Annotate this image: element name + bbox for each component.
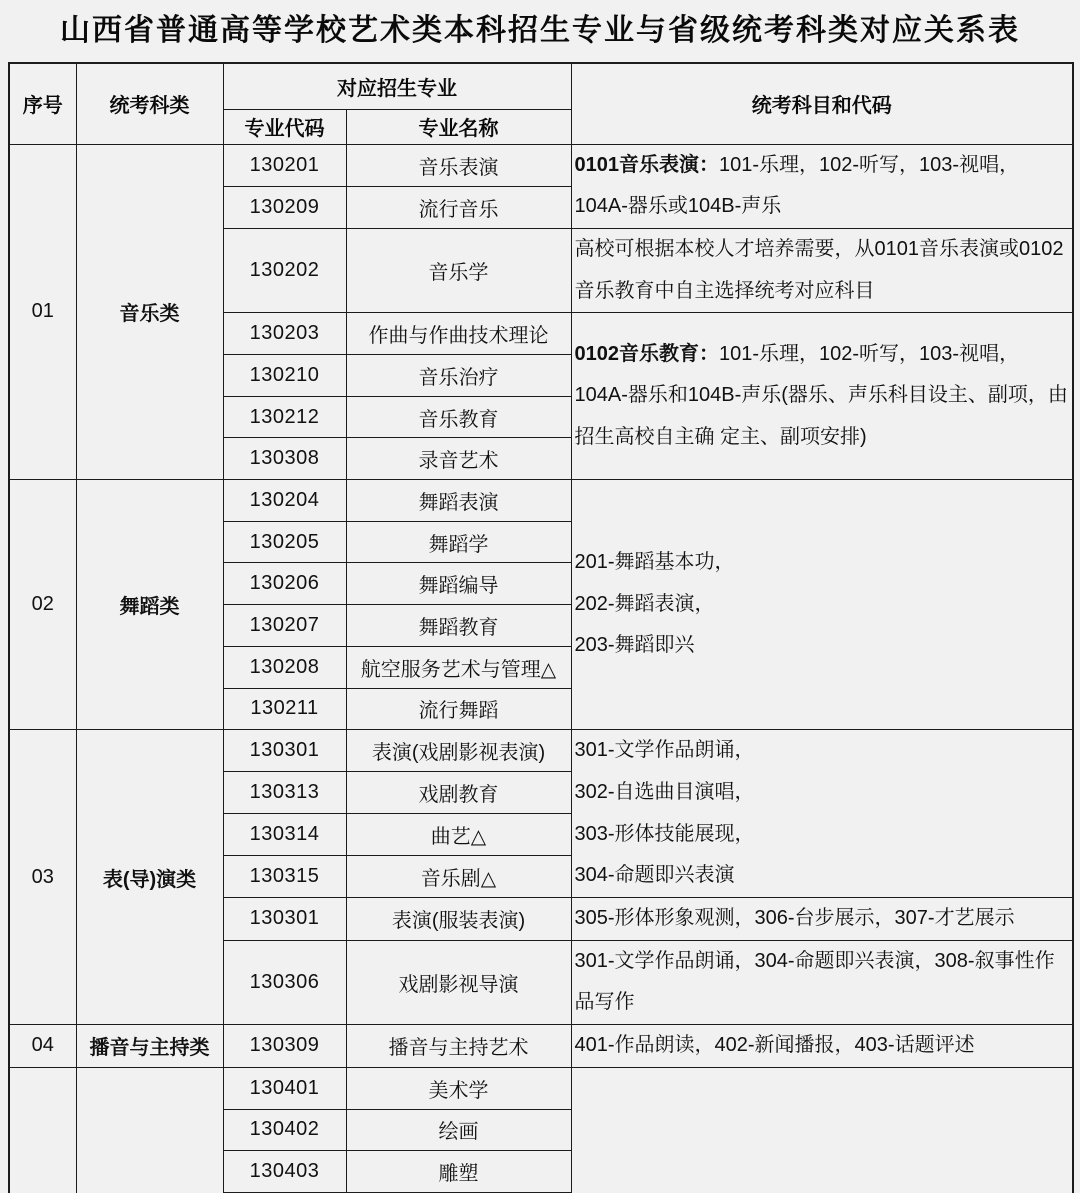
- table-header: [9, 63, 1073, 144]
- major-name-cell: 音乐学: [346, 228, 571, 312]
- category-cell: 舞蹈类: [76, 480, 223, 730]
- major-name-cell: 流行舞蹈: [346, 688, 571, 730]
- major-code-cell: 130309: [223, 1025, 346, 1068]
- serial-cell: 04: [9, 1025, 76, 1068]
- serial-cell: 02: [9, 480, 76, 730]
- major-name-cell: 音乐治疗: [346, 355, 571, 397]
- subjects-cell: [571, 1067, 1073, 1193]
- major-name-cell: 航空服务艺术与管理△: [346, 646, 571, 688]
- subjects-text: 101-乐理，102-听写，103-视唱，104A-器乐或104B-声乐: [574, 153, 1020, 218]
- subjects-text: 101-乐理，102-听写，103-视唱，104A-器乐和104B-声乐(器乐、声乐科目设主、副项，由招生高校自主确 定主、副项安排): [574, 342, 1068, 449]
- major-name-cell: 戏剧影视导演: [346, 940, 571, 1024]
- subjects-line: 301-文学作品朗诵，: [574, 739, 755, 762]
- major-code-cell: 130210: [223, 355, 346, 397]
- subjects-line: 203-舞蹈即兴: [574, 634, 695, 657]
- table-row: [9, 144, 1073, 186]
- major-code-cell: 130204: [223, 480, 346, 522]
- subjects-text: 305-形体形象观测，306-台步展示，307-才艺展示: [574, 907, 1015, 929]
- major-name-cell: 舞蹈教育: [346, 605, 571, 647]
- subjects-text: 高校可根据本校人才培养需要，从0101音乐表演或0102音乐教育中自主选择统考对应科目: [574, 237, 1064, 302]
- major-code-cell: 130301: [223, 898, 346, 941]
- major-name-cell: 绘画: [346, 1109, 571, 1151]
- table-body: [9, 144, 1073, 1193]
- major-name-cell: 音乐教育: [346, 396, 571, 438]
- major-code-cell: 130202: [223, 228, 346, 312]
- major-code-cell: 130203: [223, 313, 346, 355]
- major-code-cell: 130212: [223, 396, 346, 438]
- major-code-cell: 130314: [223, 814, 346, 856]
- subjects-line: 303-形体技能展现，: [574, 822, 755, 845]
- header-category: 统考科类: [76, 63, 223, 144]
- subjects-text: 301-文学作品朗诵，304-命题即兴表演，308-叙事性作品写作: [574, 949, 1055, 1014]
- major-name-cell: 舞蹈表演: [346, 480, 571, 522]
- subjects-lead: 0102音乐教育：: [574, 342, 719, 365]
- subjects-lead: 0101音乐表演：: [574, 153, 719, 176]
- subjects-line: 201-舞蹈基本功，: [574, 551, 735, 574]
- subjects-cell: [571, 1025, 1073, 1068]
- subjects-cell: [571, 730, 1073, 898]
- major-name-cell: 作曲与作曲技术理论: [346, 313, 571, 355]
- major-name-cell: 舞蹈学: [346, 521, 571, 563]
- major-code-cell: 130301: [223, 730, 346, 772]
- subjects-line: 302-自选曲目演唱，: [574, 780, 755, 803]
- category-cell: 音乐类: [76, 144, 223, 480]
- subjects-line: 202-舞蹈表演，: [574, 592, 715, 615]
- major-code-cell: 130403: [223, 1151, 346, 1193]
- category-cell: [76, 1067, 223, 1193]
- major-code-cell: 130211: [223, 688, 346, 730]
- page-title: 山西省普通高等学校艺术类本科招生专业与省级统考科类对应关系表: [60, 14, 1020, 47]
- major-code-cell: 130201: [223, 144, 346, 186]
- table-row: [9, 480, 1073, 522]
- major-code-cell: 130313: [223, 772, 346, 814]
- major-code-cell: 130205: [223, 521, 346, 563]
- major-code-cell: 130208: [223, 646, 346, 688]
- subjects-cell: [571, 480, 1073, 730]
- header-major-code: 专业代码: [223, 109, 346, 144]
- major-code-cell: 130207: [223, 605, 346, 647]
- major-name-cell: 表演(服装表演): [346, 898, 571, 941]
- serial-cell: 01: [9, 144, 76, 480]
- category-cell: 表(导)演类: [76, 730, 223, 1025]
- major-name-cell: 音乐剧△: [346, 856, 571, 898]
- header-serial: 序号: [9, 63, 76, 144]
- table-row: [9, 730, 1073, 772]
- correspondence-table: [8, 62, 1074, 1193]
- subjects-text: 401-作品朗读，402-新闻播报，403-话题评述: [574, 1034, 975, 1057]
- serial-cell: 03: [9, 730, 76, 1025]
- major-code-cell: 130308: [223, 438, 346, 480]
- header-major-name: 专业名称: [346, 109, 571, 144]
- table-row: [9, 1067, 1073, 1109]
- major-name-cell: 播音与主持艺术: [346, 1025, 571, 1068]
- major-code-cell: 130315: [223, 856, 346, 898]
- major-name-cell: 流行音乐: [346, 186, 571, 228]
- major-code-cell: 130306: [223, 940, 346, 1024]
- subjects-line: 304-命题即兴表演: [574, 864, 735, 887]
- subjects-cell: [571, 940, 1073, 1024]
- subjects-cell: [571, 313, 1073, 480]
- major-name-cell: 录音艺术: [346, 438, 571, 480]
- major-code-cell: 130209: [223, 186, 346, 228]
- major-name-cell: 音乐表演: [346, 144, 571, 186]
- major-code-cell: 130401: [223, 1067, 346, 1109]
- major-name-cell: 戏剧教育: [346, 772, 571, 814]
- subjects-cell: [571, 228, 1073, 312]
- major-name-cell: 表演(戏剧影视表演): [346, 730, 571, 772]
- serial-cell: [9, 1067, 76, 1193]
- major-name-cell: 舞蹈编导: [346, 563, 571, 605]
- subjects-cell: [571, 144, 1073, 228]
- category-cell: 播音与主持类: [76, 1025, 223, 1068]
- major-code-cell: 130402: [223, 1109, 346, 1151]
- major-name-cell: 美术学: [346, 1067, 571, 1109]
- header-subjects: 统考科目和代码: [571, 63, 1073, 144]
- major-name-cell: 雕塑: [346, 1151, 571, 1193]
- major-name-cell: 曲艺△: [346, 814, 571, 856]
- header-row-1: [9, 63, 1073, 109]
- subjects-cell: [571, 898, 1073, 941]
- header-majors-group: 对应招生专业: [223, 63, 571, 109]
- table-row: [9, 1025, 1073, 1068]
- major-code-cell: 130206: [223, 563, 346, 605]
